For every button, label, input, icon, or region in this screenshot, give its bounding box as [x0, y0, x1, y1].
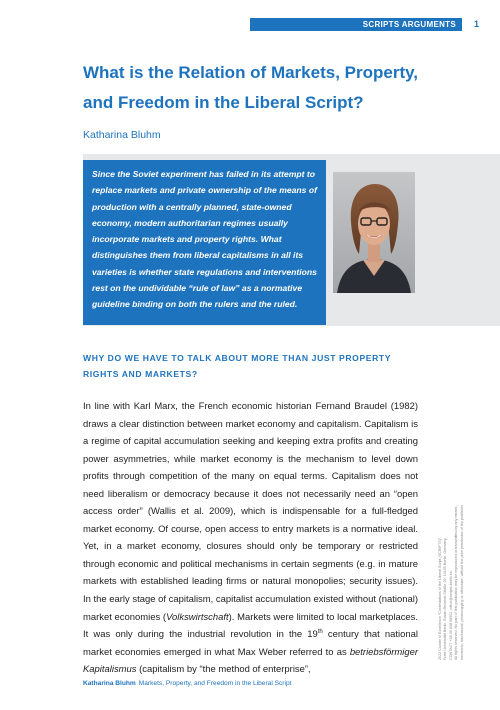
- body-paragraph: [83, 398, 418, 679]
- copyright-line: Freie Universität Berlin, Edwin-Redslob-Straße 29, 14195 Berlin, Germany.: [443, 537, 448, 660]
- body-text-part: In line with Karl Marx, the French economic historian Fernand Braudel (1982) draws a clear distinction between market economy and capitalism. Capitalism is a regime of capital accumulation seeking and keeping extra profits and creating power asymmetries, while market economy is the mechanism to level down profits through competition of the many on equal terms. Capitalism does not need liberalism or democracy because it does not necessarily need an “open access order” (Wallis et al. 2009), which is indispensable for a full-fledged market economy. Of course, open access to entry markets is a normative ideal. Yet, in a market economy, closures should only be temporary or restricted through economic and political mechanisms in certain segments (e.g. in mature markets with established leading firms or natural monopolies; security issues). In the early stage of capitalism, capitalist accumulation existed without (national) market economies (: [83, 401, 418, 623]
- copyright-line: All rights reserved. No part of this publication may be reproduced or transmitted by any means,: [454, 505, 459, 660]
- page-footer: [83, 679, 291, 689]
- body-text-part: ). Markets were limited to local marketplaces. It was only during the industrial revolution in the 19: [83, 611, 419, 641]
- body-text-part: century that national market economies emerged in what Max Weber referred to as: [83, 629, 418, 658]
- copyright-line: CONTACT +49 30 838 58502, office@scripts-berlin.eu.: [448, 570, 453, 660]
- section-heading: WHY DO WE HAVE TO TALK ABOUT MORE THAN JUST PROPERTY RIGHTS AND MARKETS?: [83, 353, 391, 379]
- copyright-line: electronic, mechanical, photocopying or otherwise, without the prior permission of the publisher.: [459, 504, 464, 660]
- copyright-line: 2022 Cluster of Excellence “Contestations of the Liberal Script (SCRIPTS)”,: [438, 536, 442, 660]
- abstract-text: Since the Soviet experiment has failed in its attempt to replace markets and private ownership of the means of production with a centrally planned, state-owned economy, modern authoritarian regimes usually incorporate markets and property rights. What distinguishes them from liberal capitalisms in all its varieties is whether state regulations and interventions rest on the undividable “rule of law” as a normative guideline binding on both the rulers and the ruled.: [92, 169, 317, 310]
- body-italic-term: betriebsförmiger Kapitalismus: [83, 646, 418, 676]
- author-portrait: [333, 172, 415, 293]
- footer-title: Markets, Property, and Freedom in the Liberal Script: [138, 680, 292, 687]
- body-italic-term: Volkswirtschaft: [166, 611, 229, 623]
- body-text-part: (capitalism by “the method of enterprise”,: [136, 664, 311, 676]
- footer-author: Katharina Bluhm: [83, 680, 136, 687]
- page-number: 1: [474, 19, 480, 29]
- body-text: [83, 398, 418, 679]
- author-name: Katharina Bluhm: [83, 129, 161, 141]
- abstract-box: [83, 160, 326, 325]
- copyright-note: [438, 420, 468, 660]
- body-superscript: th: [317, 628, 323, 635]
- article-title: What is the Relation of Markets, Property, and Freedom in the Liberal Script?: [83, 63, 419, 112]
- section-label: SCRIPTS ARGUMENTS: [250, 18, 462, 31]
